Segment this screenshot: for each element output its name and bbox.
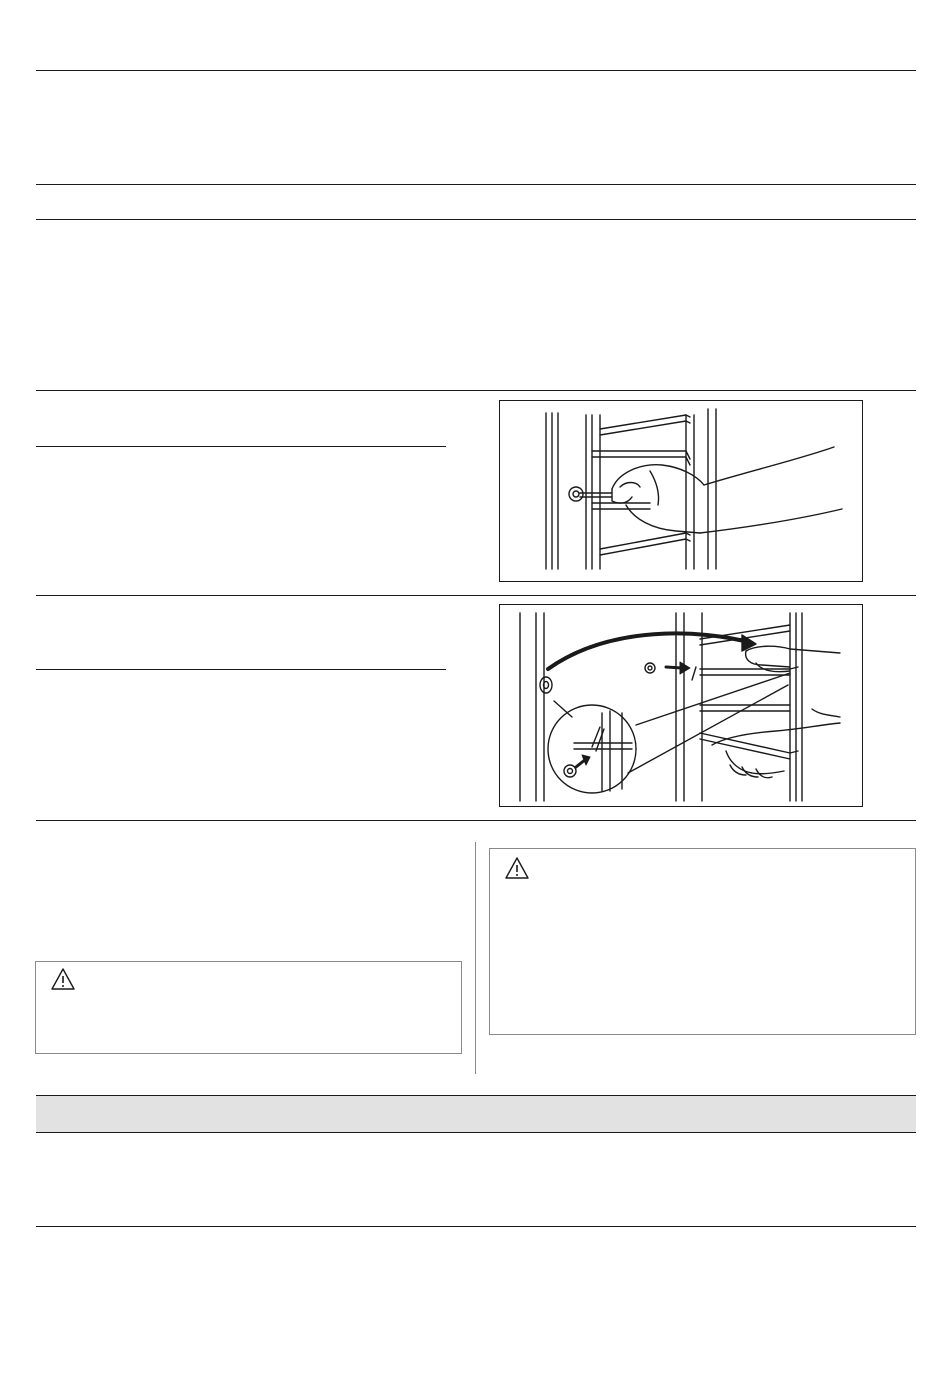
hand-pulling-shelf-support-illustration bbox=[500, 401, 862, 581]
rule-step-1 bbox=[36, 390, 916, 391]
rule-step-1-sub bbox=[36, 446, 446, 447]
shelf-support-removal-with-zoom-detail-illustration bbox=[500, 605, 862, 806]
rule-section-1 bbox=[36, 184, 916, 185]
warning-triangle-icon bbox=[504, 856, 530, 880]
rule-top bbox=[36, 70, 916, 71]
rule-step-2 bbox=[36, 595, 916, 596]
rule-bottom bbox=[36, 1226, 916, 1227]
figure-shelf-support-pull bbox=[499, 400, 863, 582]
rule-step-2-sub bbox=[36, 669, 446, 670]
warning-box-right bbox=[489, 848, 916, 1035]
warning-triangle-icon bbox=[50, 967, 76, 991]
column-divider bbox=[475, 842, 476, 1074]
warning-box-left bbox=[35, 961, 462, 1054]
rule-step-end bbox=[36, 820, 916, 821]
figure-shelf-support-removal bbox=[499, 604, 863, 807]
section-header-band bbox=[36, 1095, 916, 1133]
rule-section-2 bbox=[36, 219, 916, 220]
